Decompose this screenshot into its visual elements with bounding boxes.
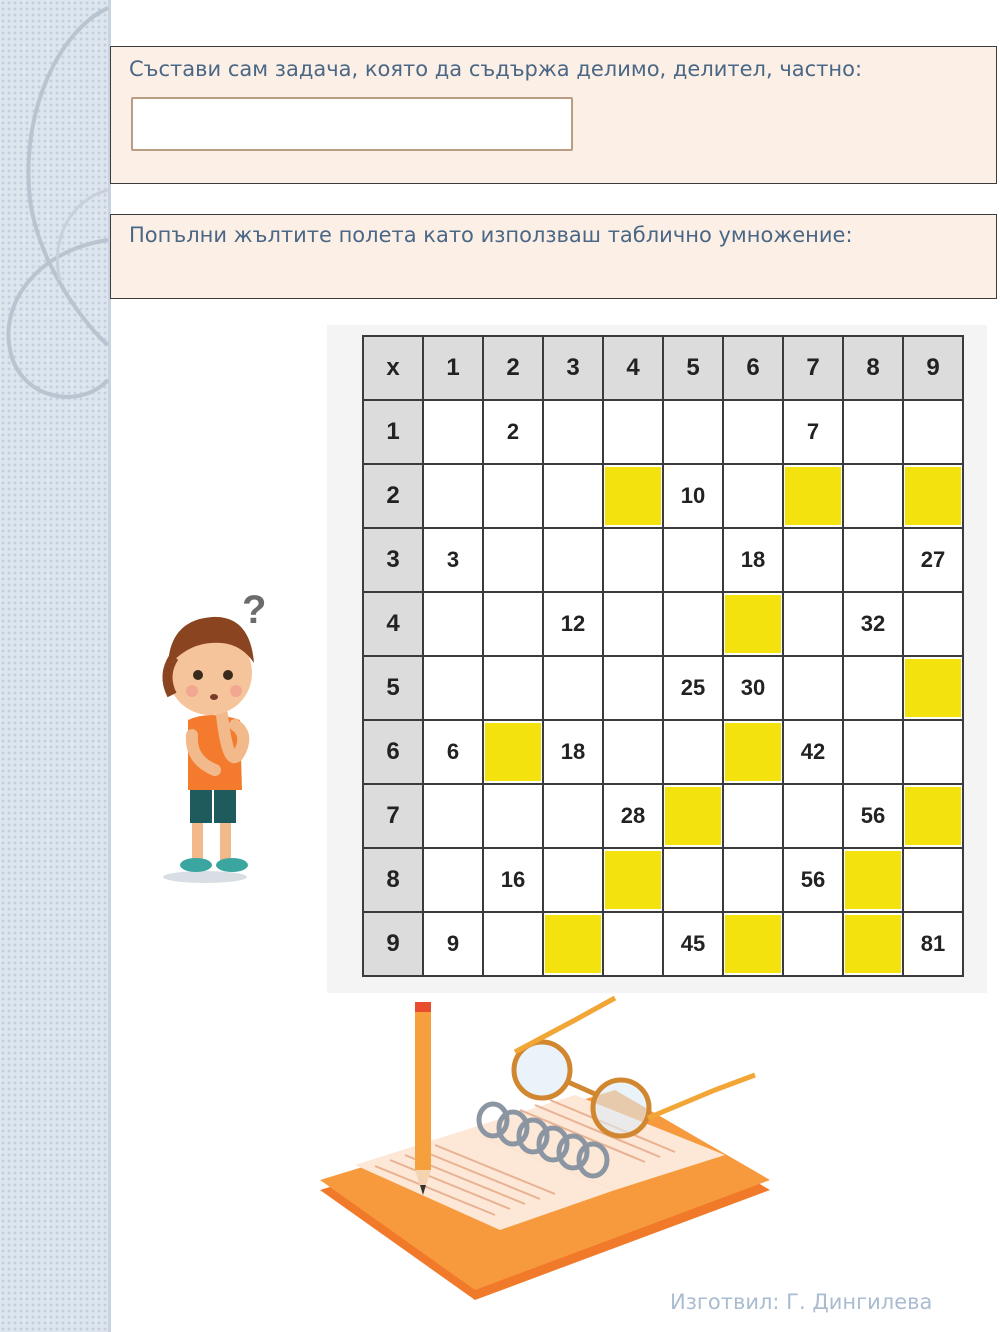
table-cell — [843, 720, 903, 784]
yellow-answer-cell[interactable] — [903, 464, 963, 528]
row-header-cell: 7 — [363, 784, 423, 848]
row-header-cell: 5 — [363, 656, 423, 720]
table-cell: 28 — [603, 784, 663, 848]
table-cell — [663, 592, 723, 656]
row-header-cell: 1 — [363, 400, 423, 464]
yellow-answer-cell[interactable] — [603, 848, 663, 912]
table-cell — [603, 592, 663, 656]
table-cell — [543, 784, 603, 848]
table-cell — [543, 656, 603, 720]
table-cell — [843, 528, 903, 592]
row-header-cell: 6 — [363, 720, 423, 784]
yellow-answer-cell[interactable] — [483, 720, 543, 784]
table-row — [363, 848, 963, 912]
row-header-cell: 8 — [363, 848, 423, 912]
table-header-row — [363, 336, 963, 400]
yellow-fill[interactable] — [785, 467, 841, 525]
table-cell — [663, 720, 723, 784]
table-cell — [483, 784, 543, 848]
table-row — [363, 720, 963, 784]
table-cell — [603, 400, 663, 464]
table-cell — [903, 720, 963, 784]
table-cell: 9 — [423, 912, 483, 976]
row-header-cell: 9 — [363, 912, 423, 976]
table-cell — [423, 464, 483, 528]
table-cell: 45 — [663, 912, 723, 976]
column-header-cell: 5 — [663, 336, 723, 400]
table-cell — [723, 784, 783, 848]
task2-prompt: Попълни жълтите полета като използваш таблично умножение: — [129, 223, 853, 247]
table-cell: 42 — [783, 720, 843, 784]
table-row — [363, 592, 963, 656]
multiplication-table — [362, 335, 964, 977]
column-header-cell: 1 — [423, 336, 483, 400]
table-cell — [423, 784, 483, 848]
table-cell — [843, 464, 903, 528]
yellow-fill[interactable] — [725, 915, 781, 973]
answer-input[interactable] — [131, 97, 573, 151]
table-cell — [423, 848, 483, 912]
table-row — [363, 400, 963, 464]
yellow-fill[interactable] — [665, 787, 721, 845]
yellow-fill[interactable] — [725, 595, 781, 653]
table-cell — [783, 912, 843, 976]
table-cell: 32 — [843, 592, 903, 656]
table-cell — [903, 592, 963, 656]
table-corner-cell: x — [363, 336, 423, 400]
table-cell — [783, 592, 843, 656]
notebook-pencil-glasses-illustration — [315, 990, 775, 1305]
yellow-fill[interactable] — [485, 723, 541, 781]
table-cell — [543, 464, 603, 528]
table-cell — [723, 400, 783, 464]
yellow-answer-cell[interactable] — [723, 592, 783, 656]
yellow-answer-cell[interactable] — [783, 464, 843, 528]
table-cell: 16 — [483, 848, 543, 912]
yellow-fill[interactable] — [905, 467, 961, 525]
table-cell: 18 — [543, 720, 603, 784]
table-cell: 6 — [423, 720, 483, 784]
table-cell — [483, 528, 543, 592]
table-cell — [903, 848, 963, 912]
table-cell — [423, 400, 483, 464]
svg-text:?: ? — [242, 588, 267, 632]
table-cell — [543, 400, 603, 464]
yellow-answer-cell[interactable] — [723, 912, 783, 976]
table-row — [363, 784, 963, 848]
table-cell — [723, 464, 783, 528]
yellow-answer-cell[interactable] — [903, 656, 963, 720]
column-header-cell: 8 — [843, 336, 903, 400]
table-row — [363, 656, 963, 720]
table-cell: 2 — [483, 400, 543, 464]
task1-panel — [110, 46, 997, 184]
yellow-fill[interactable] — [605, 467, 661, 525]
table-row — [363, 528, 963, 592]
yellow-answer-cell[interactable] — [723, 720, 783, 784]
thinking-boy-illustration — [150, 585, 280, 885]
column-header-cell: 3 — [543, 336, 603, 400]
yellow-answer-cell[interactable] — [843, 848, 903, 912]
table-cell: 56 — [843, 784, 903, 848]
table-cell: 30 — [723, 656, 783, 720]
table-cell: 10 — [663, 464, 723, 528]
column-header-cell: 2 — [483, 336, 543, 400]
table-cell — [603, 912, 663, 976]
row-header-cell: 3 — [363, 528, 423, 592]
task2-panel — [110, 214, 997, 299]
table-cell: 56 — [783, 848, 843, 912]
column-header-cell: 6 — [723, 336, 783, 400]
table-cell — [603, 656, 663, 720]
table-row — [363, 912, 963, 976]
table-cell — [723, 848, 783, 912]
table-cell — [663, 400, 723, 464]
yellow-answer-cell[interactable] — [903, 784, 963, 848]
yellow-fill[interactable] — [845, 915, 901, 973]
table-cell — [903, 400, 963, 464]
table-cell — [483, 464, 543, 528]
table-cell: 18 — [723, 528, 783, 592]
yellow-answer-cell[interactable] — [543, 912, 603, 976]
yellow-answer-cell[interactable] — [843, 912, 903, 976]
decorative-swirl — [0, 0, 112, 420]
table-cell: 81 — [903, 912, 963, 976]
yellow-answer-cell[interactable] — [603, 464, 663, 528]
column-header-cell: 7 — [783, 336, 843, 400]
column-header-cell: 9 — [903, 336, 963, 400]
table-cell — [663, 848, 723, 912]
yellow-answer-cell[interactable] — [663, 784, 723, 848]
table-cell: 7 — [783, 400, 843, 464]
author-credit: Изготвил: Г. Дингилева — [670, 1290, 933, 1314]
table-cell — [543, 528, 603, 592]
yellow-fill[interactable] — [905, 787, 961, 845]
yellow-fill[interactable] — [845, 851, 901, 909]
table-cell — [603, 528, 663, 592]
table-cell — [603, 720, 663, 784]
table-cell — [543, 848, 603, 912]
table-cell: 12 — [543, 592, 603, 656]
table-cell — [783, 784, 843, 848]
table-cell — [843, 656, 903, 720]
row-header-cell: 2 — [363, 464, 423, 528]
row-header-cell: 4 — [363, 592, 423, 656]
table-cell — [423, 592, 483, 656]
table-cell — [843, 400, 903, 464]
table-cell: 27 — [903, 528, 963, 592]
table-cell — [783, 656, 843, 720]
yellow-fill[interactable] — [545, 915, 601, 973]
table-cell — [663, 528, 723, 592]
table-cell — [483, 912, 543, 976]
table-cell — [483, 656, 543, 720]
yellow-fill[interactable] — [905, 659, 961, 717]
table-cell: 25 — [663, 656, 723, 720]
yellow-fill[interactable] — [725, 723, 781, 781]
task1-prompt: Състави сам задача, която да съдържа делимо, делител, частно: — [129, 57, 863, 81]
table-row — [363, 464, 963, 528]
table-cell — [783, 528, 843, 592]
table-cell: 3 — [423, 528, 483, 592]
yellow-fill[interactable] — [605, 851, 661, 909]
table-cell — [483, 592, 543, 656]
table-cell — [423, 656, 483, 720]
column-header-cell: 4 — [603, 336, 663, 400]
